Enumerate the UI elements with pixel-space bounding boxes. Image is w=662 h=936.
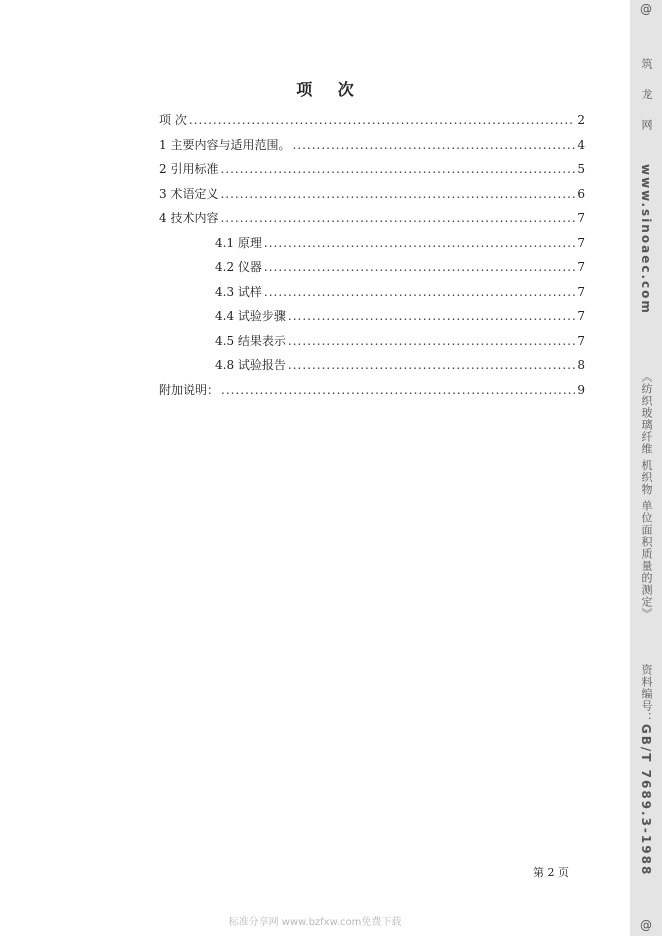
toc-entry-label: 4.2 仪器 [215,260,262,274]
toc-leader-dots [292,136,575,154]
toc-entry-label: 附加说明： [159,382,220,397]
toc-entry [159,136,585,161]
toc-leader-dots [220,209,575,227]
toc-entry [159,234,585,259]
toc-entry [159,307,585,332]
toc-entry-label: 4 技术内容 [159,211,219,225]
toc-entry-label: 4.3 试样 [215,284,262,299]
toc-leader-dots [288,356,575,374]
toc-entry-page: 7 [577,333,585,348]
toc-leader-dots [288,307,575,325]
toc-entry-label: 2 引用标准 [159,162,219,176]
toc-entry-page: 7 [577,284,585,299]
side-site-name: 筑 龙 网 [640,58,653,138]
toc-leader-dots [288,332,575,350]
toc-leader-dots [220,185,575,203]
table-of-contents [159,111,585,405]
at-symbol-bottom: @ [640,918,652,932]
toc-entry-page: 7 [577,260,585,274]
toc-entry-page: 9 [577,382,585,397]
toc-entry [159,332,585,357]
side-site-url: www.sinoaec.com [639,164,653,315]
toc-entry-page: 4 [577,137,585,152]
toc-entry [159,209,585,234]
toc-leader-dots [264,283,575,301]
toc-entry [159,160,585,185]
toc-entry-page: 2 [577,113,585,127]
toc-entry [159,185,585,210]
toc-entry-page: 7 [577,309,585,323]
toc-entry-label: 3 术语定义 [159,186,219,201]
at-symbol-top: @ [640,2,652,16]
toc-entry [159,111,585,136]
toc-entry [159,356,585,381]
toc-entry-page: 7 [577,235,585,250]
side-document-title: 《纺织玻璃纤维 机织物 单位面积质量的测定》 [640,370,653,620]
side-document-code: GB/T 7689.3-1988 [639,723,653,877]
side-code-label: 资料编号： [640,663,653,724]
toc-entry-label: 项 次 [159,113,187,127]
side-vertical-text [638,58,654,876]
toc-entry-label: 4.1 原理 [215,235,262,250]
toc-entry-page: 7 [577,211,585,225]
toc-entry-label: 4.5 结果表示 [215,333,286,348]
toc-entry-label: 4.8 试验报告 [215,358,286,372]
toc-leader-dots [220,160,575,178]
toc-leader-dots [264,258,575,276]
toc-leader-dots [221,381,575,399]
toc-entry-page: 5 [577,162,585,176]
toc-entry-page: 8 [577,358,585,372]
toc-entry-page: 6 [577,186,585,201]
side-watermark-strip [630,0,662,936]
toc-leader-dots [189,111,576,129]
toc-leader-dots [264,234,575,252]
toc-entry [159,381,585,406]
toc-title: 项 次 [296,80,364,99]
toc-entry [159,283,585,308]
toc-entry [159,258,585,283]
footer-watermark: 标准分享网 www.bzfxw.com免费下载 [228,917,402,928]
page-number: 第 2 页 [533,866,569,879]
toc-entry-label: 1 主要内容与适用范围。 [159,137,291,152]
toc-entry-label: 4.4 试验步骤 [215,309,286,323]
